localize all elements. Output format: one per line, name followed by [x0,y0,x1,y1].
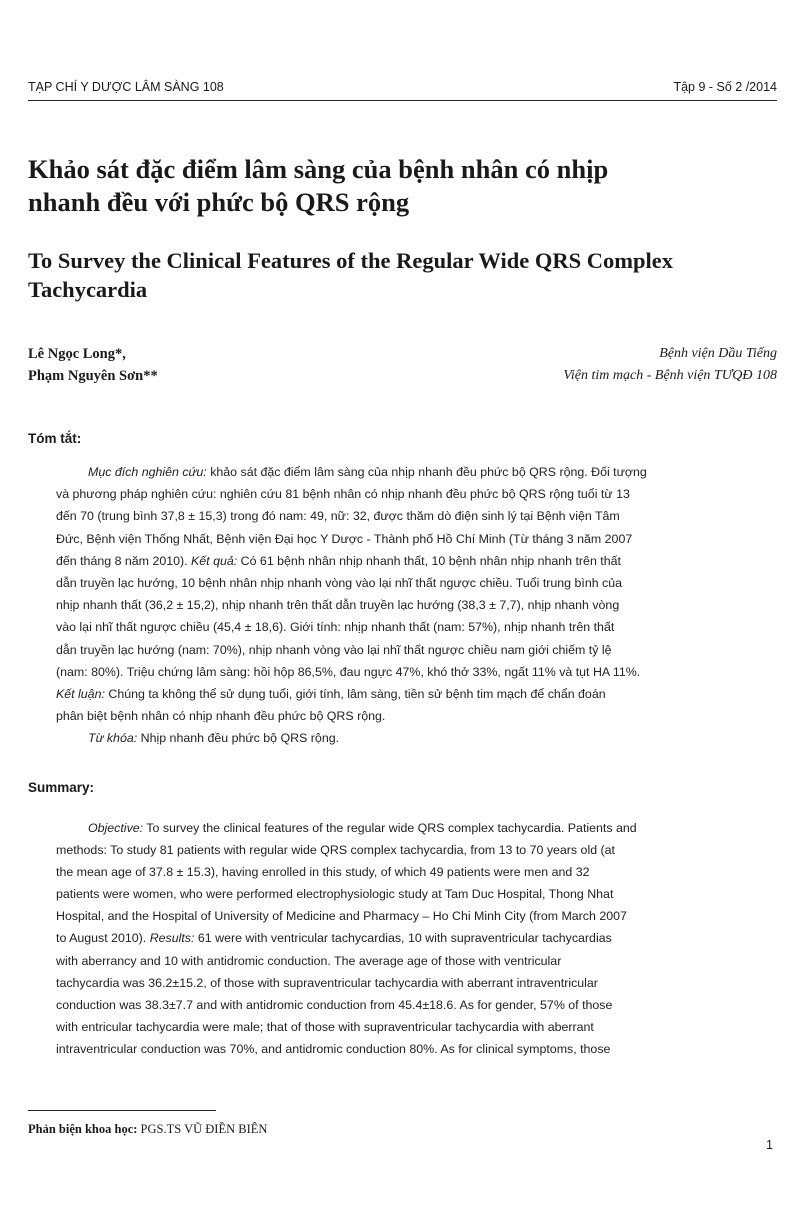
reviewer-footnote [28,1122,267,1137]
footnote-label: Phản biện khoa học: [28,1122,138,1136]
affiliation-list [563,343,777,387]
abstract-vietnamese [56,461,777,750]
abstract-line: đến tháng 8 năm 2010). Kết quả: Có 61 bệnh nhân nhịp nhanh thất, 10 bệnh nhân nhịp nhanh trên thất [56,553,621,568]
affiliation: Viện tim mạch - Bệnh viện TƯQĐ 108 [563,368,777,383]
abstract-line: đến 70 (trung bình 37,8 ± 15,3) trong đó nam: 49, nữ: 32, được thăm dò điện sinh lý tại Bệnh viện Tâm [56,509,620,524]
abstract-en-heading: Summary: [28,780,95,795]
summary-line: intraventricular conduction was 70%, and antidromic conduction 80%. As for clinical symptoms, those [56,1041,611,1056]
running-header [28,80,777,100]
title-vietnamese [28,153,778,219]
author-list [28,343,158,387]
summary-line: to August 2010). Results: 61 were with ventricular tachycardias, 10 with supraventricular tachycardias [56,931,612,946]
summary-line: with aberrancy and 10 with antidromic conduction. The average age of those with ventricular [56,953,562,968]
abstract-line: Mục đích nghiên cứu: khảo sát đặc điểm lâm sàng của nhịp nhanh đều phức bộ QRS rộng. Đối tượng [88,465,647,479]
summary-line: Hospital, and the Hospital of University of Medicine and Pharmacy – Ho Chi Minh City (from March 2007 [56,909,627,924]
affiliation: Bệnh viện Dầu Tiếng [659,346,777,361]
title-english [28,246,788,304]
abstract-line: (nam: 80%). Triệu chứng lâm sàng: hồi hộp 86,5%, đau ngực 47%, khó thở 33%, ngất 11% và tụt HA 11%. [56,664,641,679]
keywords-line: Từ khóa: Nhịp nhanh đều phức bộ QRS rộng. [88,731,340,746]
abstract-line: dẫn truyền lạc hướng (nam: 70%), nhịp nhanh vòng vào lại nhĩ thất ngược chiều nam giới chiếm tỷ lệ [56,642,612,657]
summary-line: Objective: To survey the clinical features of the regular wide QRS complex tachycardia. Patients and [88,821,637,835]
journal-name: TẠP CHÍ Y DƯỢC LÂM SÀNG 108 [28,80,224,94]
abstract-line: Đức, Bệnh viện Thống Nhất, Bệnh viện Đại học Y Dược - Thành phố Hồ Chí Minh (Từ tháng 3 năm 2007 [56,531,633,546]
title-en-line: To Survey the Clinical Features of the Regular Wide QRS Complex [28,248,674,273]
summary-line: conduction was 38.3±7.7 and with antidromic conduction from 45.4±18.6. As for gender, 57% of those [56,997,613,1012]
author-name: Lê Ngọc Long*, [28,346,126,362]
title-en-line: Tachycardia [28,277,148,302]
abstract-line: phân biệt bệnh nhân có nhịp nhanh đều phức bộ QRS rộng. [56,709,386,724]
abstract-line: vào lại nhĩ thất ngược chiều (45,4 ± 18,6). Giới tính: nhịp nhanh thất (nam: 57%), nhịp nhanh trên thất [56,620,615,635]
page-number: 1 [766,1138,773,1152]
header-divider [28,100,777,101]
title-vi-line: nhanh đều với phức bộ QRS rộng [28,187,410,217]
issue-info: Tập 9 - Số 2 /2014 [673,80,777,94]
author-name: Phạm Nguyên Sơn** [28,368,158,384]
footnote-divider [28,1110,216,1111]
summary-line: methods: To study 81 patients with regular wide QRS complex tachycardia, from 13 to 70 years old (at [56,843,615,858]
summary-line: patients were women, who were performed electrophysiologic study at Tam Duc Hospital, Thong Nhat [56,887,614,902]
abstract-english [56,817,777,1060]
abstract-line: nhịp nhanh thất (36,2 ± 15,2), nhịp nhanh trên thất dẫn truyền lạc hướng (38,3 ± 7,7), nhịp nhanh vòng [56,598,620,613]
abstract-line: và phương pháp nghiên cứu: nghiên cứu 81 bệnh nhân có nhịp nhanh đều phức bộ QRS rộng tuổi từ 13 [56,487,630,502]
abstract-line: Kết luận: Chúng ta không thể sử dụng tuổi, giới tính, lâm sàng, tiền sử bệnh tim mạch để chẩn đoán [56,687,606,702]
footnote-text: PGS.TS VŨ ĐIỀN BIÊN [137,1122,268,1136]
summary-line: with entricular tachycardia were male; that of those with supraventricular tachycardia with aberrant [56,1019,594,1034]
summary-line: tachycardia was 36.2±15.2, of those with supraventricular tachycardia with aberrant intraventricular [56,975,598,990]
abstract-line: dẫn truyền lạc hướng, 10 bệnh nhân nhịp nhanh vòng vào lại nhĩ thất ngược chiều. Tuổi trung bình của [56,576,623,591]
summary-line: the mean age of 37.8 ± 15.3), having enrolled in this study, of which 49 patients were men and 32 [56,865,590,880]
abstract-vi-heading: Tóm tắt: [28,431,82,446]
title-vi-line: Khảo sát đặc điểm lâm sàng của bệnh nhân có nhịp [28,154,609,184]
